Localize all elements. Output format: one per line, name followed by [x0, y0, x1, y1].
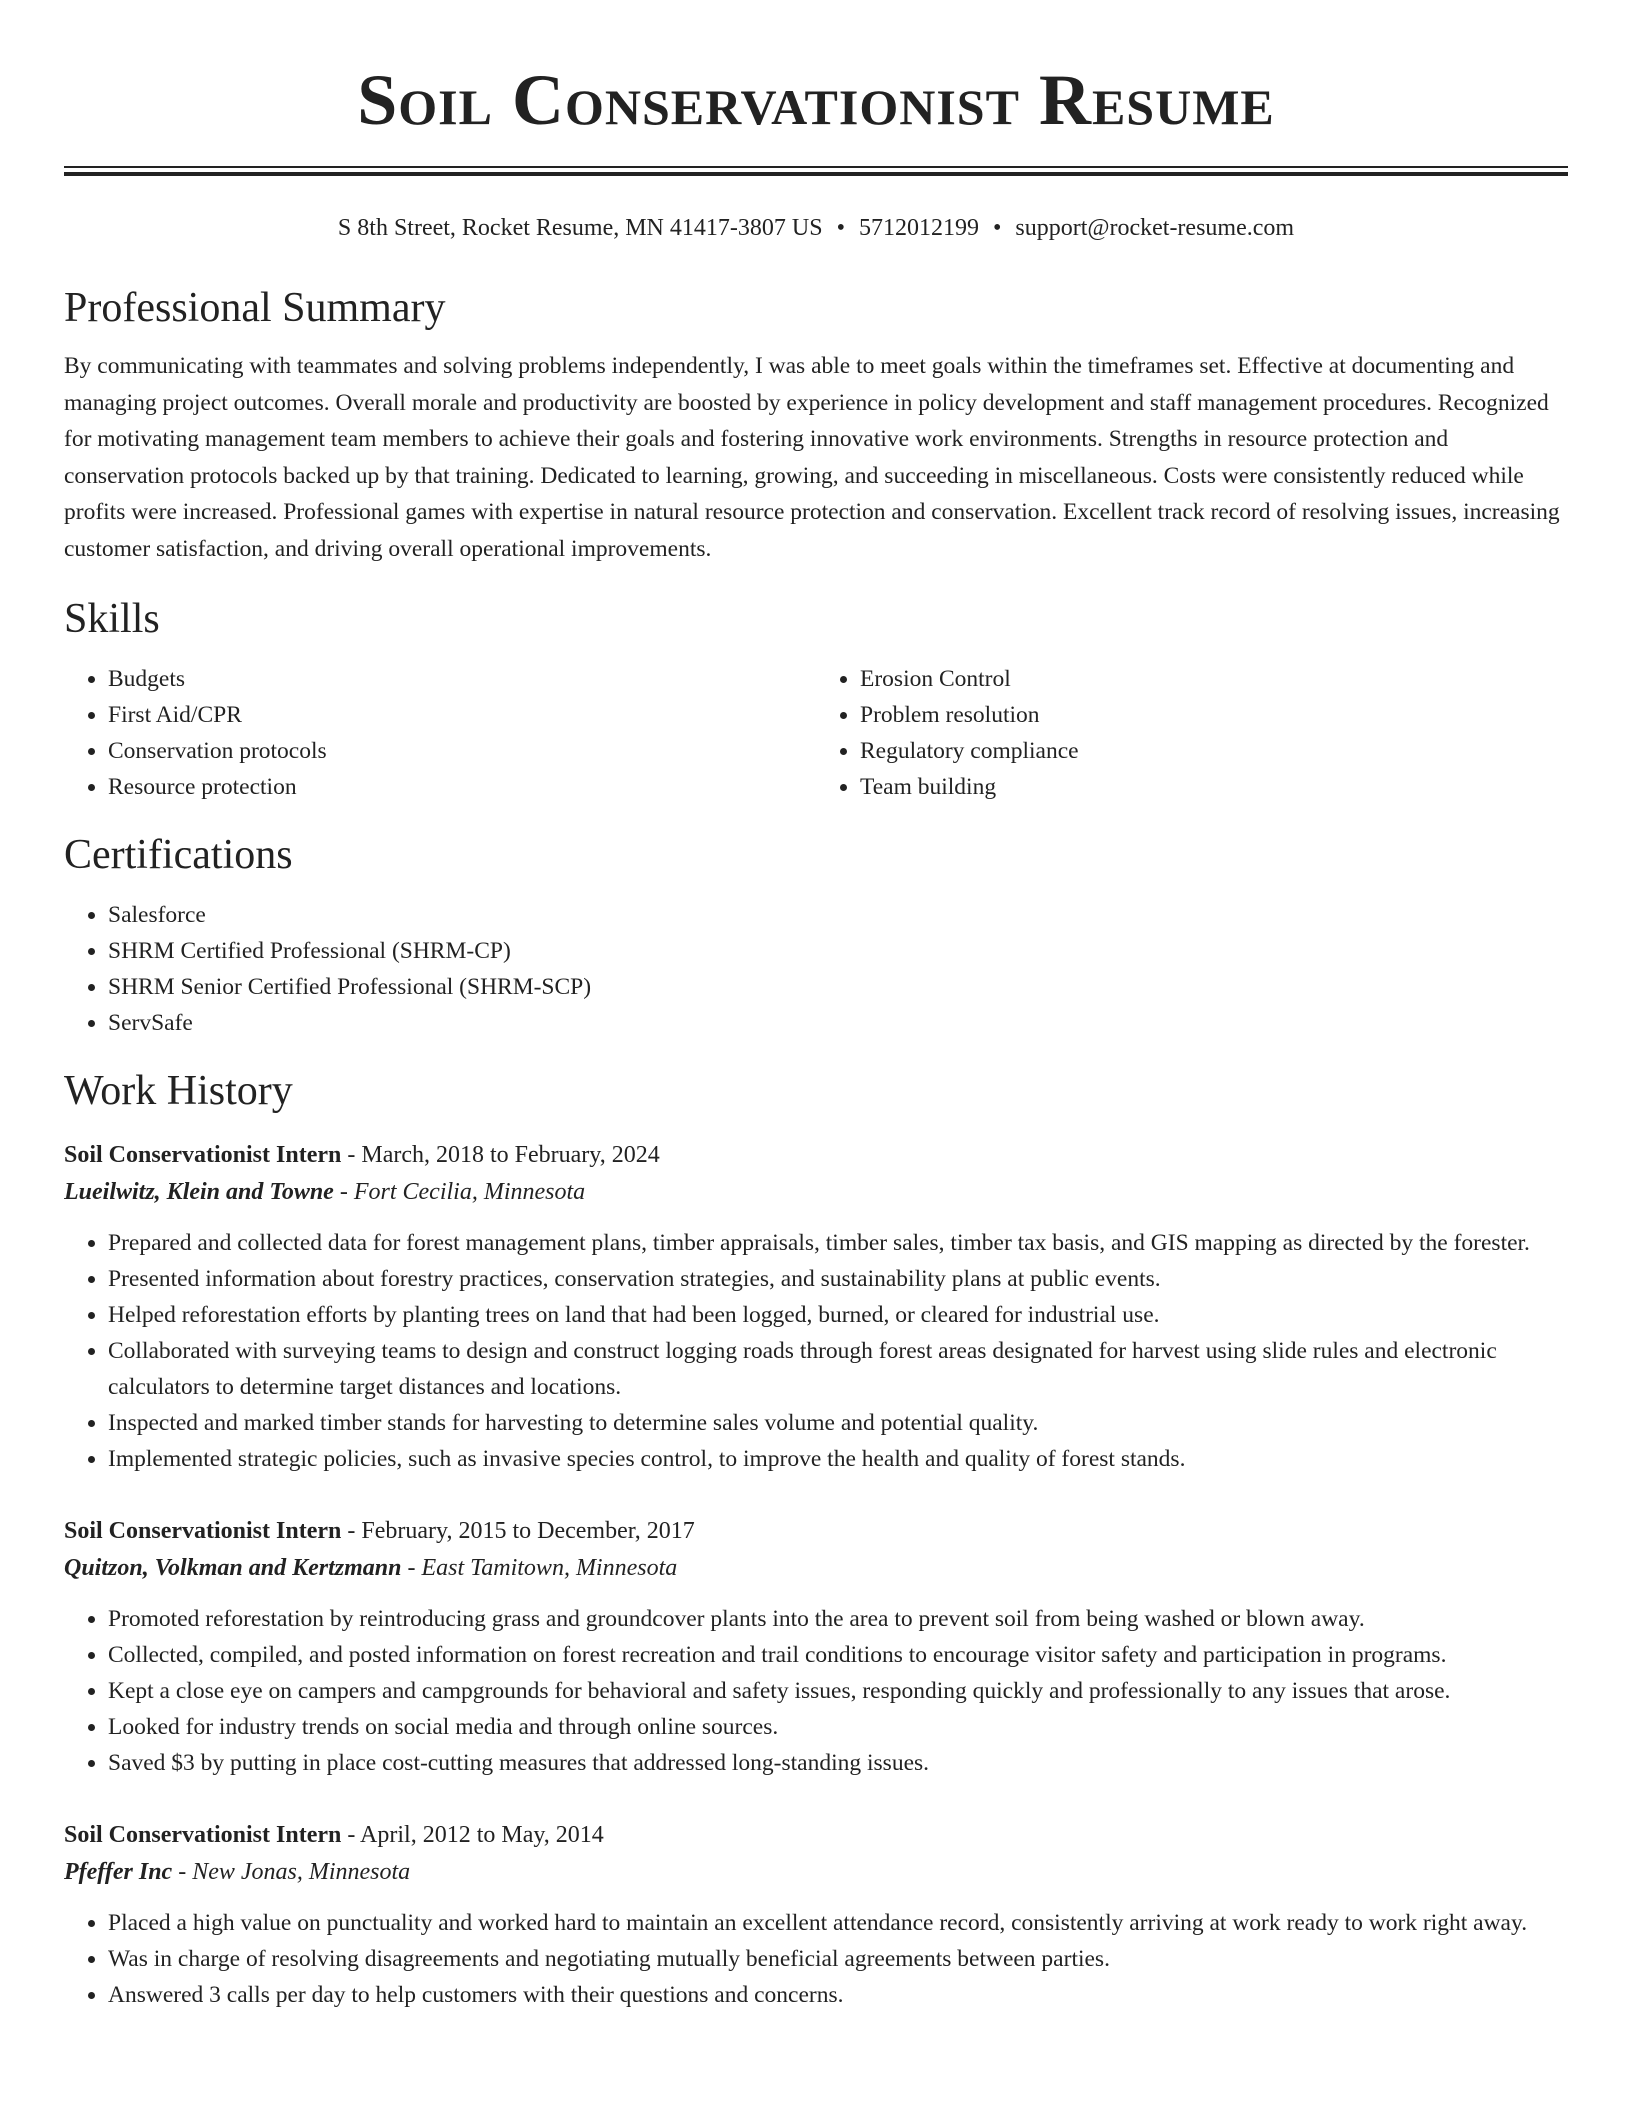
- employer-name: Pfeffer Inc: [64, 1859, 173, 1885]
- job-entry: [64, 1817, 1568, 2013]
- job-dates: April, 2012 to May, 2014: [360, 1822, 604, 1848]
- job-bullet: • Placed a high value on punctuality and worked hard to maintain an excellent attendance record, consistently arriving at work ready to work right away.: [108, 1905, 1568, 1941]
- job-bullet: • Looked for industry trends on social media and through online sources.: [108, 1709, 1568, 1745]
- job-bullets: [64, 1225, 1568, 1477]
- job-title-line: [64, 1513, 1568, 1549]
- job-bullets: [64, 1905, 1568, 2013]
- contact-phone: 5712012199: [858, 215, 979, 241]
- job-bullet: • Was in charge of resolving disagreements and negotiating mutually beneficial agreements between parties.: [108, 1941, 1568, 1977]
- title-divider: [64, 166, 1568, 176]
- skill-item: • Team building: [860, 769, 1568, 805]
- contact-address: S 8th Street, Rocket Resume, MN 41417-3807 US: [337, 215, 823, 241]
- job-bullet: • Implemented strategic policies, such as invasive species control, to improve the health and quality of forest stands.: [108, 1441, 1568, 1477]
- employer-name: Quitzon, Volkman and Kertzmann: [64, 1555, 402, 1581]
- job-location: Fort Cecilia, Minnesota: [353, 1179, 586, 1205]
- job-bullet: • Prepared and collected data for forest management plans, timber appraisals, timber sales, timber tax basis, and GIS mapping as directed by the forester.: [108, 1225, 1568, 1261]
- job-location: New Jonas, Minnesota: [192, 1859, 411, 1885]
- job-bullet: • Presented information about forestry practices, conservation strategies, and sustainability plans at public events.: [108, 1261, 1568, 1297]
- skill-item: • Problem resolution: [860, 697, 1568, 733]
- job-title: Soil Conservationist Intern: [64, 1822, 342, 1848]
- employer-line: [64, 1853, 1568, 1891]
- skills-list: [64, 661, 1568, 805]
- certification-item: • ServSafe: [108, 1005, 1568, 1041]
- employer-line: [64, 1549, 1568, 1587]
- certification-item: • SHRM Senior Certified Professional (SHRM-SCP): [108, 969, 1568, 1005]
- work-history-heading: Work History: [64, 1068, 293, 1114]
- dash: -: [401, 1555, 422, 1581]
- contact-email: support@rocket-resume.com: [1015, 215, 1295, 241]
- skill-item: • Budgets: [108, 661, 816, 697]
- contact-separator: •: [836, 215, 845, 241]
- dash: -: [341, 1518, 362, 1544]
- job-dates: February, 2015 to December, 2017: [361, 1518, 695, 1544]
- job-title: Soil Conservationist Intern: [64, 1518, 342, 1544]
- job-bullet: • Inspected and marked timber stands for harvesting to determine sales volume and potential quality.: [108, 1405, 1568, 1441]
- job-dates: March, 2018 to February, 2024: [361, 1142, 660, 1168]
- certifications-heading: Certifications: [64, 832, 293, 878]
- job-bullets: [64, 1601, 1568, 1781]
- contact-line: [64, 212, 1568, 244]
- employer-name: Lueilwitz, Klein and Towne: [64, 1179, 334, 1205]
- resume-page: [64, 0, 1568, 2112]
- job-title-line: [64, 1137, 1568, 1173]
- job-title-line: [64, 1817, 1568, 1853]
- dash: -: [333, 1179, 354, 1205]
- employer-line: [64, 1173, 1568, 1211]
- page-title: Soil Conservationist Resume: [357, 60, 1275, 140]
- job-entry: [64, 1513, 1568, 1781]
- certifications-list: [64, 897, 1568, 1041]
- job-bullet: • Promoted reforestation by reintroducing grass and groundcover plants into the area to prevent soil from being washed or blown away.: [108, 1601, 1568, 1637]
- skill-item: • Conservation protocols: [108, 733, 816, 769]
- summary-text: By communicating with teammates and solving problems independently, I was able to meet goals within the timeframes set. Effective at documenting and managing project outcomes. Overall morale and productivity are boosted by experience in policy development and staff management procedures. Recognized for motivating management team members to achieve their goals and fostering innovative work environments. Strengths in resource protection and conservation protocols backed up by that training. Dedicated to learning, growing, and succeeding in miscellaneous. Costs were consistently reduced while profits were increased. Professional games with expertise in natural resource protection and conservation. Excellent track record of resolving issues, increasing customer satisfaction, and driving overall operational improvements.: [64, 353, 1560, 562]
- job-bullet: • Collected, compiled, and posted information on forest recreation and trail conditions to encourage visitor safety and participation in programs.: [108, 1637, 1568, 1673]
- job-bullet: • Kept a close eye on campers and campgrounds for behavioral and safety issues, responding quickly and professionally to any issues that arose.: [108, 1673, 1568, 1709]
- skills-column-left: [64, 661, 816, 805]
- job-bullet: • Saved $3 by putting in place cost-cutting measures that addressed long-standing issues.: [108, 1745, 1568, 1781]
- job-location: East Tamitown, Minnesota: [421, 1555, 678, 1581]
- skill-item: • First Aid/CPR: [108, 697, 816, 733]
- job-bullet: • Answered 3 calls per day to help customers with their questions and concerns.: [108, 1977, 1568, 2013]
- skill-item: • Regulatory compliance: [860, 733, 1568, 769]
- certification-item: • Salesforce: [108, 897, 1568, 933]
- contact-separator: •: [992, 215, 1002, 241]
- dash: -: [172, 1859, 193, 1885]
- job-bullet: • Helped reforestation efforts by planting trees on land that had been logged, burned, or cleared for industrial use.: [108, 1297, 1568, 1333]
- job-entry: [64, 1137, 1568, 1477]
- skills-column-right: [816, 661, 1568, 805]
- job-bullet: • Collaborated with surveying teams to design and construct logging roads through forest areas designated for harvest using slide rules and electronic calculators to determine target distances and locations.: [108, 1333, 1568, 1405]
- skill-item: • Resource protection: [108, 769, 816, 805]
- dash: -: [341, 1822, 361, 1848]
- job-title: Soil Conservationist Intern: [64, 1142, 342, 1168]
- summary-heading: Professional Summary: [64, 285, 446, 331]
- certification-item: • SHRM Certified Professional (SHRM-CP): [108, 933, 1568, 969]
- dash: -: [341, 1142, 362, 1168]
- skills-heading: Skills: [64, 596, 160, 642]
- skill-item: • Erosion Control: [860, 661, 1568, 697]
